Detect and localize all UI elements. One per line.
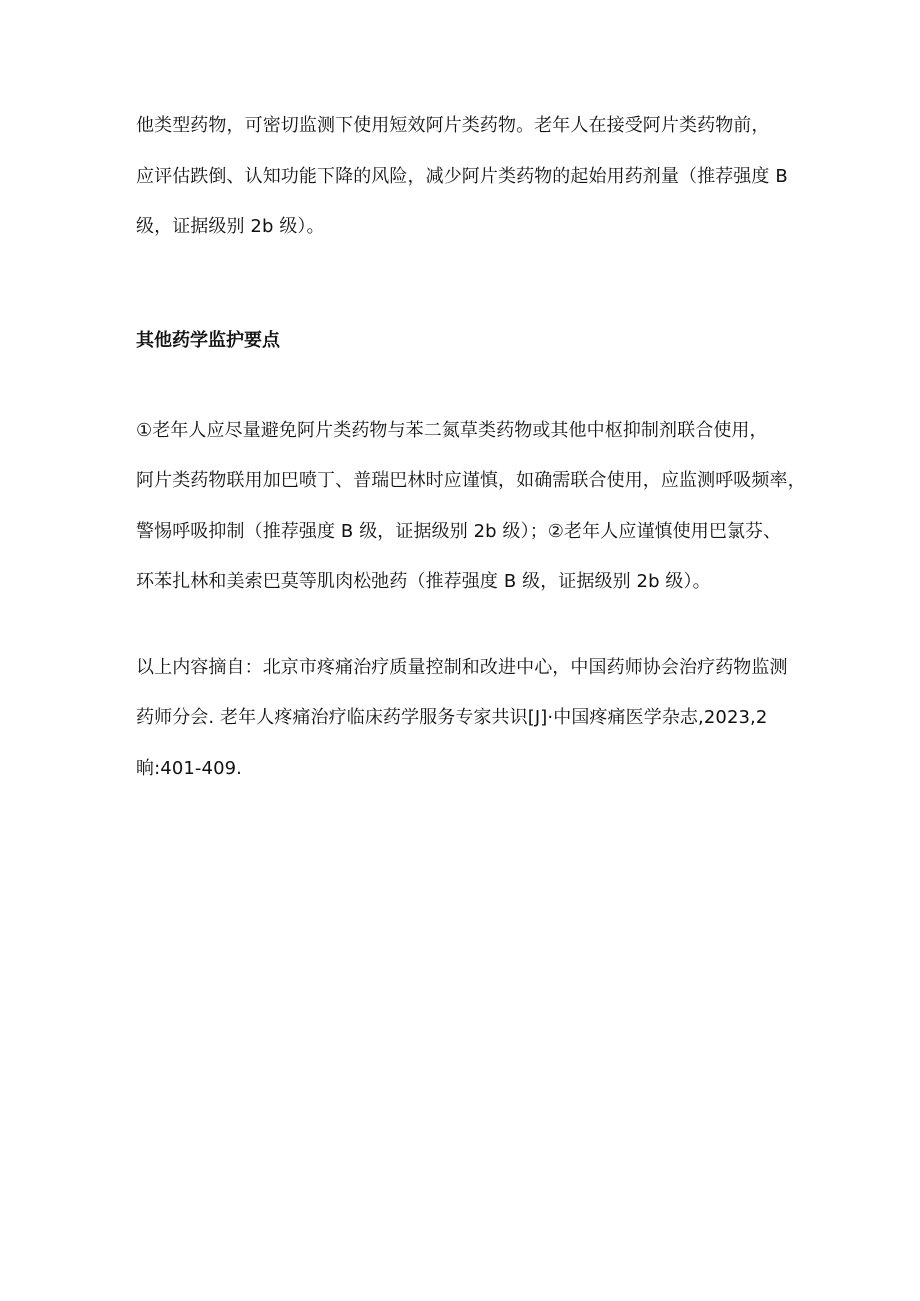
spacer: [136, 354, 806, 417]
spacer: [136, 264, 806, 327]
document-body: [136, 112, 806, 805]
text-line: 药师分会. 老年人疼痛治疗临床药学服务专家共识[J]·中国疼痛医学杂志,2023,2: [136, 707, 768, 728]
text-line: 他类型药物，可密切监测下使用短效阿片类药物。老年人在接受阿片类药物前，: [136, 115, 770, 136]
text-line: 阿片类药物联用加巴喷丁、普瑞巴林时应谨慎，如确需联合使用，应监测呼吸频率，: [136, 470, 806, 491]
section-heading: 其他药学监护要点: [136, 329, 280, 351]
text-line: ①老年人应尽量避免阿片类药物与苯二氮草类药物或其他中枢抑制剂联合使用，: [136, 419, 768, 441]
citation-paragraph: [136, 654, 806, 782]
text-line: 应评估跌倒、认知功能下降的风险，减少阿片类药物的起始用药剂量（推荐强度 B: [136, 165, 788, 187]
text-line: 级，证据级别 2b 级）。: [136, 216, 325, 237]
paragraph-monitoring-points: [136, 417, 806, 596]
text-line: 晌:401-409.: [136, 757, 242, 779]
text-line: 警惕呼吸抑制（推荐强度 B 级，证据级别 2b 级）；②老年人应谨慎使用巴氯芬、: [136, 520, 782, 542]
spacer: [136, 619, 806, 654]
text-line: 以上内容摘自：北京市疼痛治疗质量控制和改进中心，中国药师协会治疗药物监测: [136, 656, 788, 678]
paragraph-opioid-elderly: [136, 112, 806, 240]
text-line: 环苯扎林和美索巴莫等肌肉松弛药（推荐强度 B 级，证据级别 2b 级）。: [136, 571, 711, 592]
